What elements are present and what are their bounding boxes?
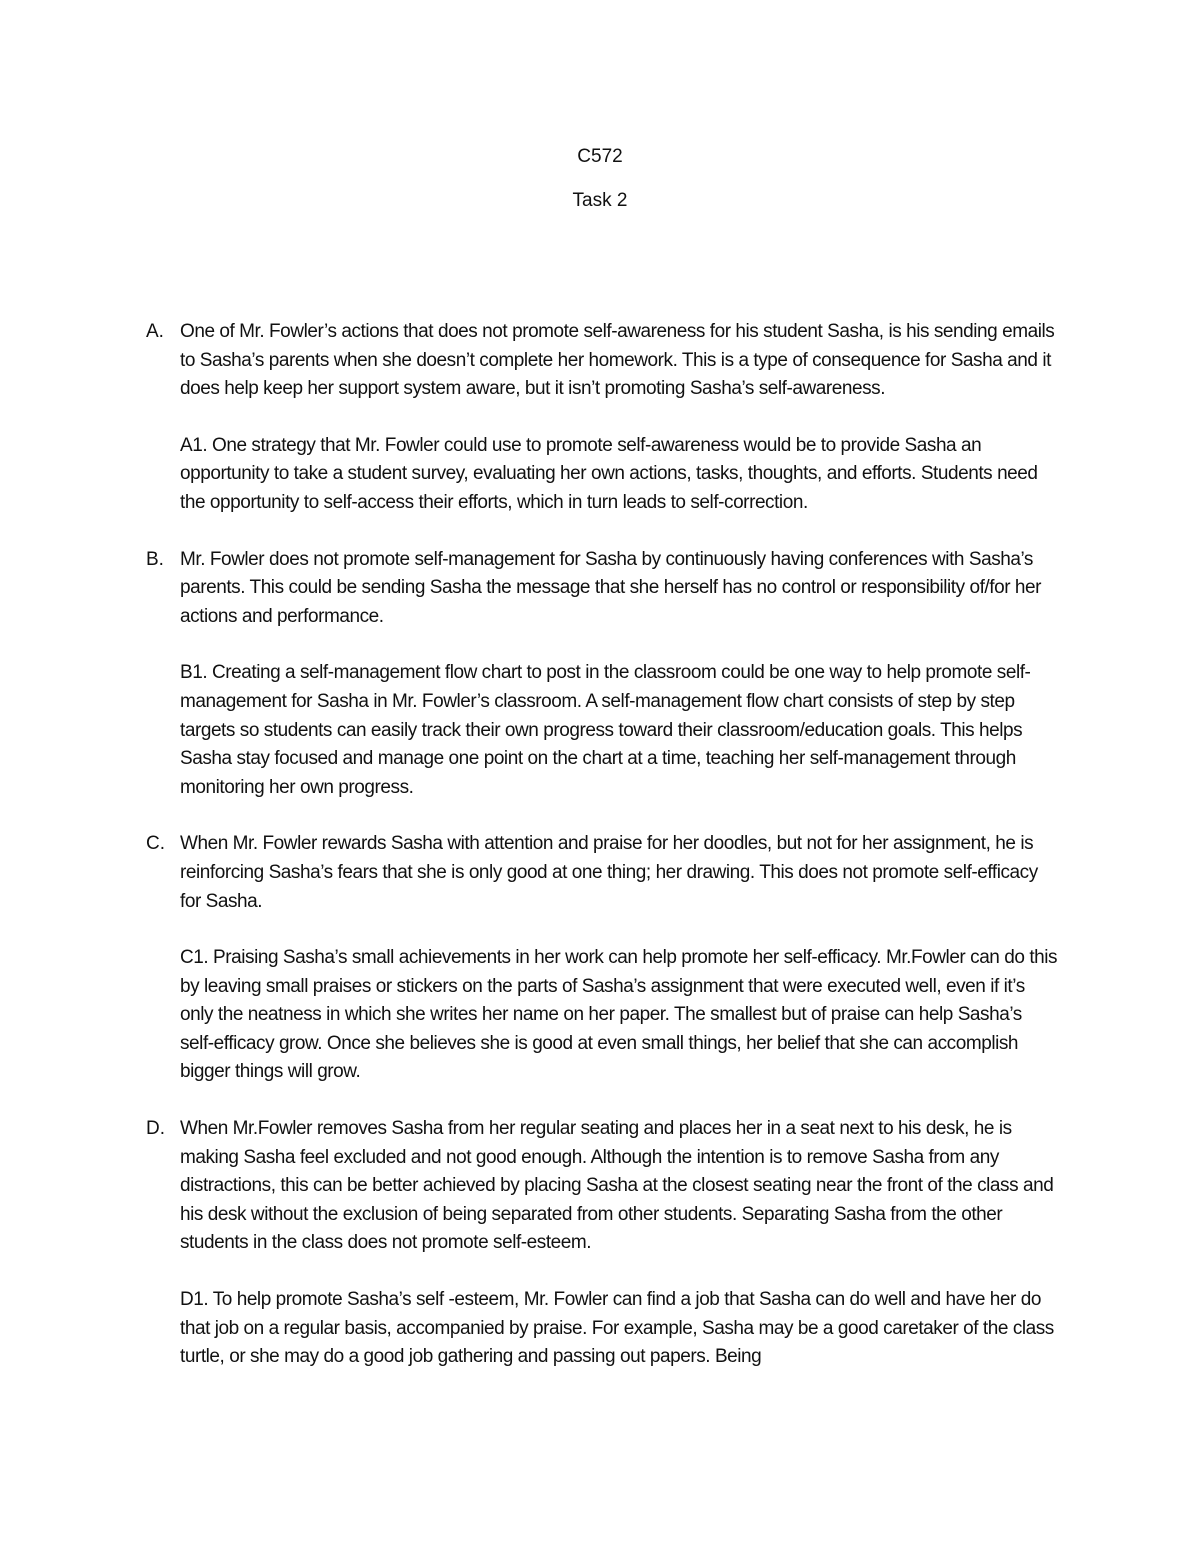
subsection-paragraph-a1: A1. One strategy that Mr. Fowler could use to promote self-awareness would be to provide Sasha an opportunity to take a student survey, evaluating her own actions, tasks, thoughts, and efforts. Students need the opportunity to self-access their efforts, which in turn leads to self-correction. [180,434,1038,513]
document-body [0,318,1200,1372]
section-paragraph: Mr. Fowler does not promote self-management for Sasha by continuously having conferences with Sasha’s parents. This could be sending Sasha the message that she herself has no control or responsibility of/for her actions and performance. [180,548,1042,627]
section-marker: C. [146,833,165,855]
section-paragraph: When Mr. Fowler rewards Sasha with attention and praise for her doodles, but not for her assignment, he is reinforcing Sasha’s fears that she is only good at one thing; her drawing. This does not promote self-efficacy for Sasha. [180,833,1038,912]
section-marker: B. [146,548,164,570]
course-code: C572 [577,146,623,167]
section-marker: D. [146,1118,165,1140]
section-c [0,830,1200,1115]
subsection-paragraph-d1: D1. To help promote Sasha’s self -esteem, Mr. Fowler can find a job that Sasha can do well and have her do that job on a regular basis, accompanied by praise. For example, Sasha may be a good caretaker of the class turtle, or she may do a good job gathering and passing out papers. Being [180,1289,1054,1368]
section-b [0,546,1200,831]
section-paragraph: When Mr.Fowler removes Sasha from her regular seating and places her in a seat next to his desk, he is making Sasha feel excluded and not good enough. Although the intention is to remove Sasha from any distractions, this can be better achieved by placing Sasha at the closest seating near the front of the class and his desk without the exclusion of being separated from other students. Separating Sasha from the other students in the class does not promote self-esteem. [180,1118,1054,1254]
section-a [0,318,1200,546]
section-marker: A. [146,321,164,342]
section-d [0,1115,1200,1372]
section-paragraph: One of Mr. Fowler’s actions that does not promote self-awareness for his student Sasha, is his sending emails to Sasha’s parents when she doesn’t complete her homework. This is a type of consequence for Sasha and it does help keep her support system aware, but it isn’t promoting Sasha’s self-awareness. [180,321,1055,400]
subsection-paragraph-b1: B1. Creating a self-management flow chart to post in the classroom could be one way to help promote self-management for Sasha in Mr. Fowler’s classroom. A self-management flow chart consists of step by step targets so students can easily track their own progress toward their classroom/education goals. This helps Sasha stay focused and manage one point on the chart at a time, teaching her self-management through monitoring her own progress. [180,662,1031,798]
task-title: Task 2 [572,190,628,211]
subsection-paragraph-c1: C1. Praising Sasha’s small achievements in her work can help promote her self-efficacy. Mr.Fowler can do this by leaving small praises or stickers on the parts of Sasha’s assignment that were executed well, even if it’s only the neatness in which she writes her name on her paper. The smallest but of praise can help Sasha’s self-efficacy grow. Once she believes she is good at even small things, her belief that she can accomplish bigger things will grow. [180,947,1058,1083]
